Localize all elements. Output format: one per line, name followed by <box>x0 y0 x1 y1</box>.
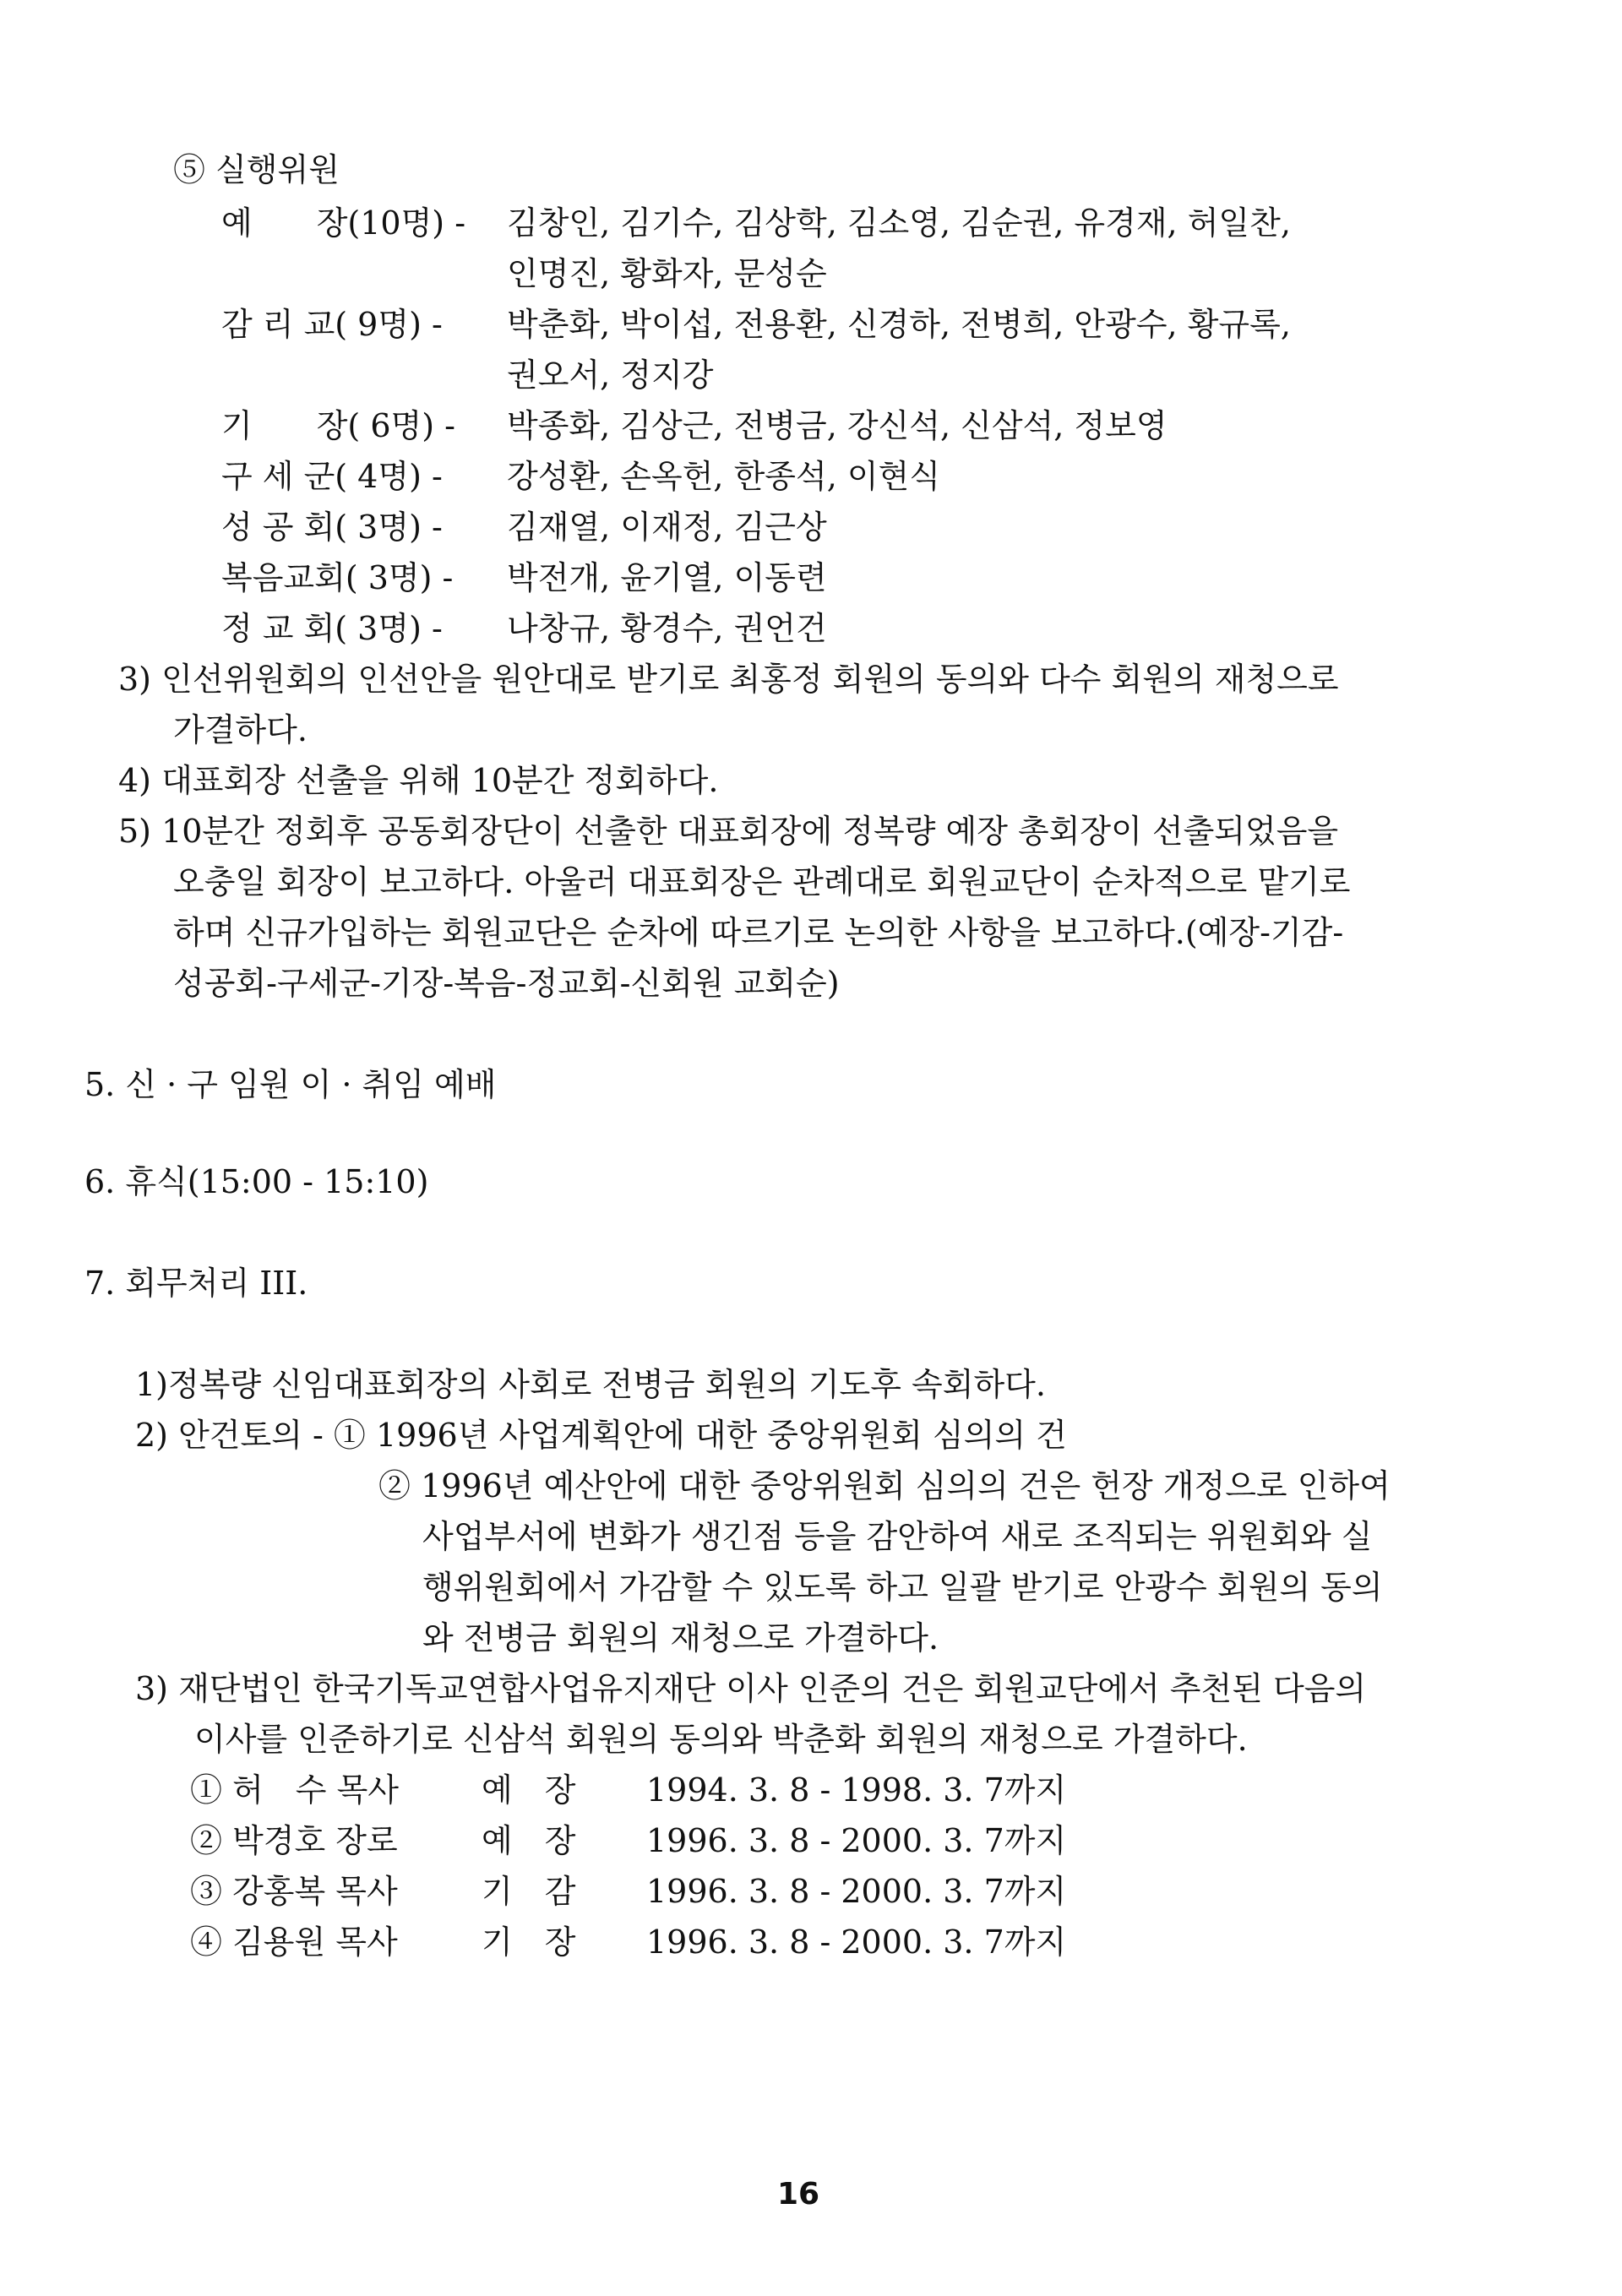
group-names-methodist-cont: 권오서, 정지강 <box>507 356 714 394</box>
director-denomination: 기 감 <box>482 1873 576 1910</box>
director-term: 1996. 3. 8 - 2000. 3. 7까지 <box>646 1822 1067 1859</box>
group-label-gijang: 기 장( 6명) - <box>221 407 455 444</box>
director-denomination: 기 장 <box>482 1923 576 1961</box>
s7-item-3-line-2: 이사를 인준하기로 신삼석 회원의 동의와 박춘화 회원의 재청으로 가결하다. <box>194 1721 1248 1758</box>
group-names-anglican: 김재열, 이재정, 김근상 <box>507 509 827 546</box>
director-name: ② 박경호 장로 <box>190 1822 398 1859</box>
s7-item-2-sub-line-3: 행위원회에서 가감할 수 있도록 하고 일괄 받기로 안광수 회원의 동의 <box>422 1569 1383 1606</box>
group-names-yejang: 김창인, 김기수, 김상학, 김소영, 김순권, 유경재, 허일찬, <box>507 204 1291 242</box>
director-name: ③ 강홍복 목사 <box>190 1873 398 1910</box>
item-5-line-1: 5) 10분간 정회후 공동회장단이 선출한 대표회장에 정복량 예장 총회장이 선출되었음을 <box>118 813 1339 850</box>
director-denomination: 예 장 <box>482 1822 576 1859</box>
s7-item-2-sub-line-2: 사업부서에 변화가 생긴점 등을 감안하여 새로 조직되는 위원회와 실 <box>422 1518 1373 1555</box>
director-term: 1996. 3. 8 - 2000. 3. 7까지 <box>646 1923 1067 1961</box>
s7-item-3-line-1: 3) 재단법인 한국기독교연합사업유지재단 이사 인준의 건은 회원교단에서 추천된 다음의 <box>135 1670 1367 1707</box>
section-7: 7. 회무처리 III. <box>84 1265 308 1302</box>
director-name: ① 허 수 목사 <box>190 1771 399 1809</box>
group-names-salvation-army: 강성환, 손옥헌, 한종석, 이현식 <box>507 458 940 495</box>
section-5: 5. 신 · 구 임원 이 · 취임 예배 <box>84 1066 497 1103</box>
group-label-salvation-army: 구 세 군( 4명) - <box>221 458 443 495</box>
s7-item-2: 2) 안건토의 - ① 1996년 사업계획안에 대한 중앙위원회 심의의 건 <box>135 1417 1067 1454</box>
director-denomination: 예 장 <box>482 1771 576 1809</box>
s7-item-2-sub-line-1: ② 1996년 예산안에 대한 중앙위원회 심의의 건은 헌장 개정으로 인하여 <box>378 1467 1391 1504</box>
director-term: 1994. 3. 8 - 1998. 3. 7까지 <box>646 1771 1067 1809</box>
item-3-line-2: 가결하다. <box>173 711 308 748</box>
item-5-line-2: 오충일 회장이 보고하다. 아울러 대표회장은 관례대로 회원교단이 순차적으로 맡기로 <box>173 863 1351 900</box>
group-label-methodist: 감 리 교( 9명) - <box>221 306 443 343</box>
item-5-line-4: 성공회-구세군-기장-복음-정교회-신회원 교회순) <box>173 965 840 1002</box>
group-names-evangelical: 박전개, 윤기열, 이동련 <box>507 559 827 596</box>
group-label-orthodox: 정 교 회( 3명) - <box>221 610 443 647</box>
s7-item-1: 1)정복량 신임대표회장의 사회로 전병금 회원의 기도후 속회하다. <box>135 1366 1046 1403</box>
director-term: 1996. 3. 8 - 2000. 3. 7까지 <box>646 1873 1067 1910</box>
group-label-anglican: 성 공 회( 3명) - <box>221 509 443 546</box>
group-label-evangelical: 복음교회( 3명) - <box>221 559 454 596</box>
group-names-orthodox: 나창규, 황경수, 권언건 <box>507 610 827 647</box>
item-4: 4) 대표회장 선출을 위해 10분간 정회하다. <box>118 762 719 799</box>
section-6: 6. 휴식(15:00 - 15:10) <box>84 1163 429 1200</box>
group-label-yejang: 예 장(10명) - <box>221 204 466 242</box>
group-names-yejang-cont: 인명진, 황화자, 문성순 <box>507 255 827 292</box>
group-names-gijang: 박종화, 김상근, 전병금, 강신석, 신삼석, 정보영 <box>507 407 1168 444</box>
exec-committee-heading: ⑤ 실행위원 <box>173 151 340 188</box>
item-5-line-3: 하며 신규가입하는 회원교단은 순차에 따르기로 논의한 사항을 보고하다.(예장-기감- <box>173 914 1344 951</box>
item-3-line-1: 3) 인선위원회의 인선안을 원안대로 받기로 최홍정 회원의 동의와 다수 회원의 재청으로 <box>118 661 1339 698</box>
group-names-methodist: 박춘화, 박이섭, 전용환, 신경하, 전병희, 안광수, 황규록, <box>507 306 1291 343</box>
director-name: ④ 김용원 목사 <box>190 1923 398 1961</box>
page-number: 16 <box>777 2177 820 2212</box>
s7-item-2-sub-line-4: 와 전병금 회원의 재청으로 가결하다. <box>422 1619 939 1657</box>
